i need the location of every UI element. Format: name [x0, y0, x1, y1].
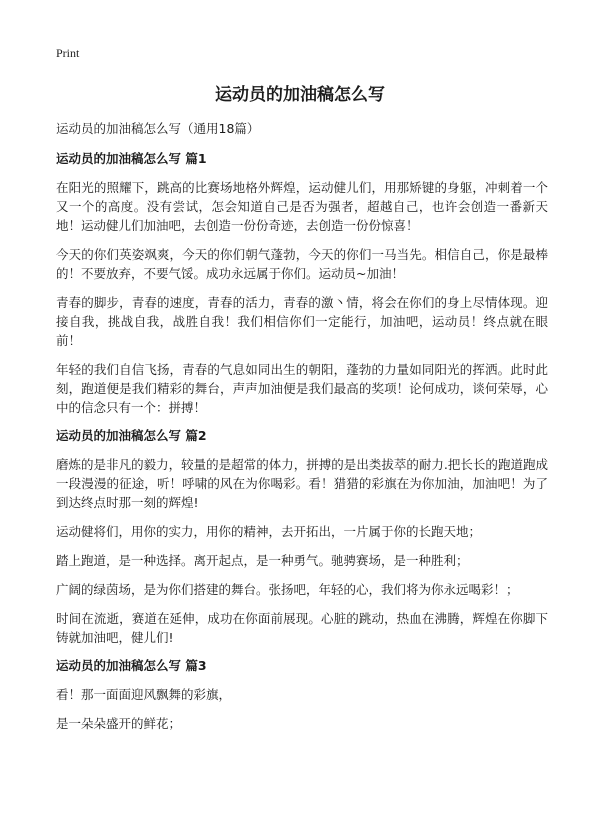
paragraph: 运动健将们，用你的实力，用你的精神，去开拓出，一片属于你的长跑天地；: [56, 524, 482, 539]
paragraph: 广阔的绿茵场，是为你们搭建的舞台。张扬吧，年轻的心，我们将为你永远喝彩！；: [56, 582, 519, 597]
document-body: [56, 120, 548, 743]
paragraph: 在阳光的照耀下，跳高的比赛场地格外辉煌，运动健儿们，用那矫键的身躯，冲刺着一个又一个的高度。没有尝试，怎会知道自己是否为强者，超越自己，也许会创造一番新天地！运动健儿们加油吧，去创造一份份奇迹，去创造一份份惊喜！: [56, 180, 548, 233]
print-link[interactable]: Print: [56, 46, 80, 60]
section-heading: 运动员的加油稿怎么写 篇2: [56, 428, 207, 443]
paragraph: 磨炼的是非凡的毅力，较量的是超常的体力，拼搏的是出类拔萃的耐力.把长长的跑道跑成一段漫漫的征途，听！呼啸的风在为你喝彩。看！猎猎的彩旗在为你加油，加油吧！为了到达终点时那一刻的辉煌!: [56, 457, 548, 510]
paragraph: 时间在流逝，赛道在延伸，成功在你面前展现。心脏的跳动，热血在沸腾，辉煌在你脚下铸就加油吧，健儿们!: [56, 611, 548, 645]
section-2: [56, 427, 548, 647]
section-3: [56, 657, 548, 733]
paragraph: 是一朵朵盛开的鲜花；: [56, 716, 182, 731]
section-1: [56, 150, 548, 417]
paragraph: 看！那一面面迎风飘舞的彩旗，: [56, 687, 232, 702]
paragraph: 今天的你们英姿飒爽，今天的你们朝气蓬勃，今天的你们一马当先。相信自己，你是最棒的！不要放弃，不要气馁。成功永远属于你们。运动员~加油！: [56, 247, 548, 281]
section-heading: 运动员的加油稿怎么写 篇3: [56, 658, 207, 673]
paragraph: 青春的脚步，青春的速度，青春的活力，青春的激丶情，将会在你们的身上尽情体现。迎接自我，挑战自我，战胜自我！我们相信你们一定能行，加油吧，运动员！终点就在眼前！: [56, 295, 548, 348]
document-title: 运动员的加油稿怎么写: [215, 85, 385, 105]
paragraph: 踏上跑道，是一种选择。离开起点，是一种勇气。驰骋赛场，是一种胜利；: [56, 553, 469, 568]
section-heading: 运动员的加油稿怎么写 篇1: [56, 151, 207, 166]
document-subtitle: 运动员的加油稿怎么写（通用18篇）: [56, 121, 260, 136]
paragraph: 年轻的我们自信飞扬，青春的气息如同出生的朝阳，蓬勃的力量如同阳光的挥洒。此时此刻，跑道便是我们精彩的舞台，声声加油便是我们最高的奖项！论何成功，谈何荣辱，心中的信念只有一个：拼搏！: [56, 362, 548, 415]
